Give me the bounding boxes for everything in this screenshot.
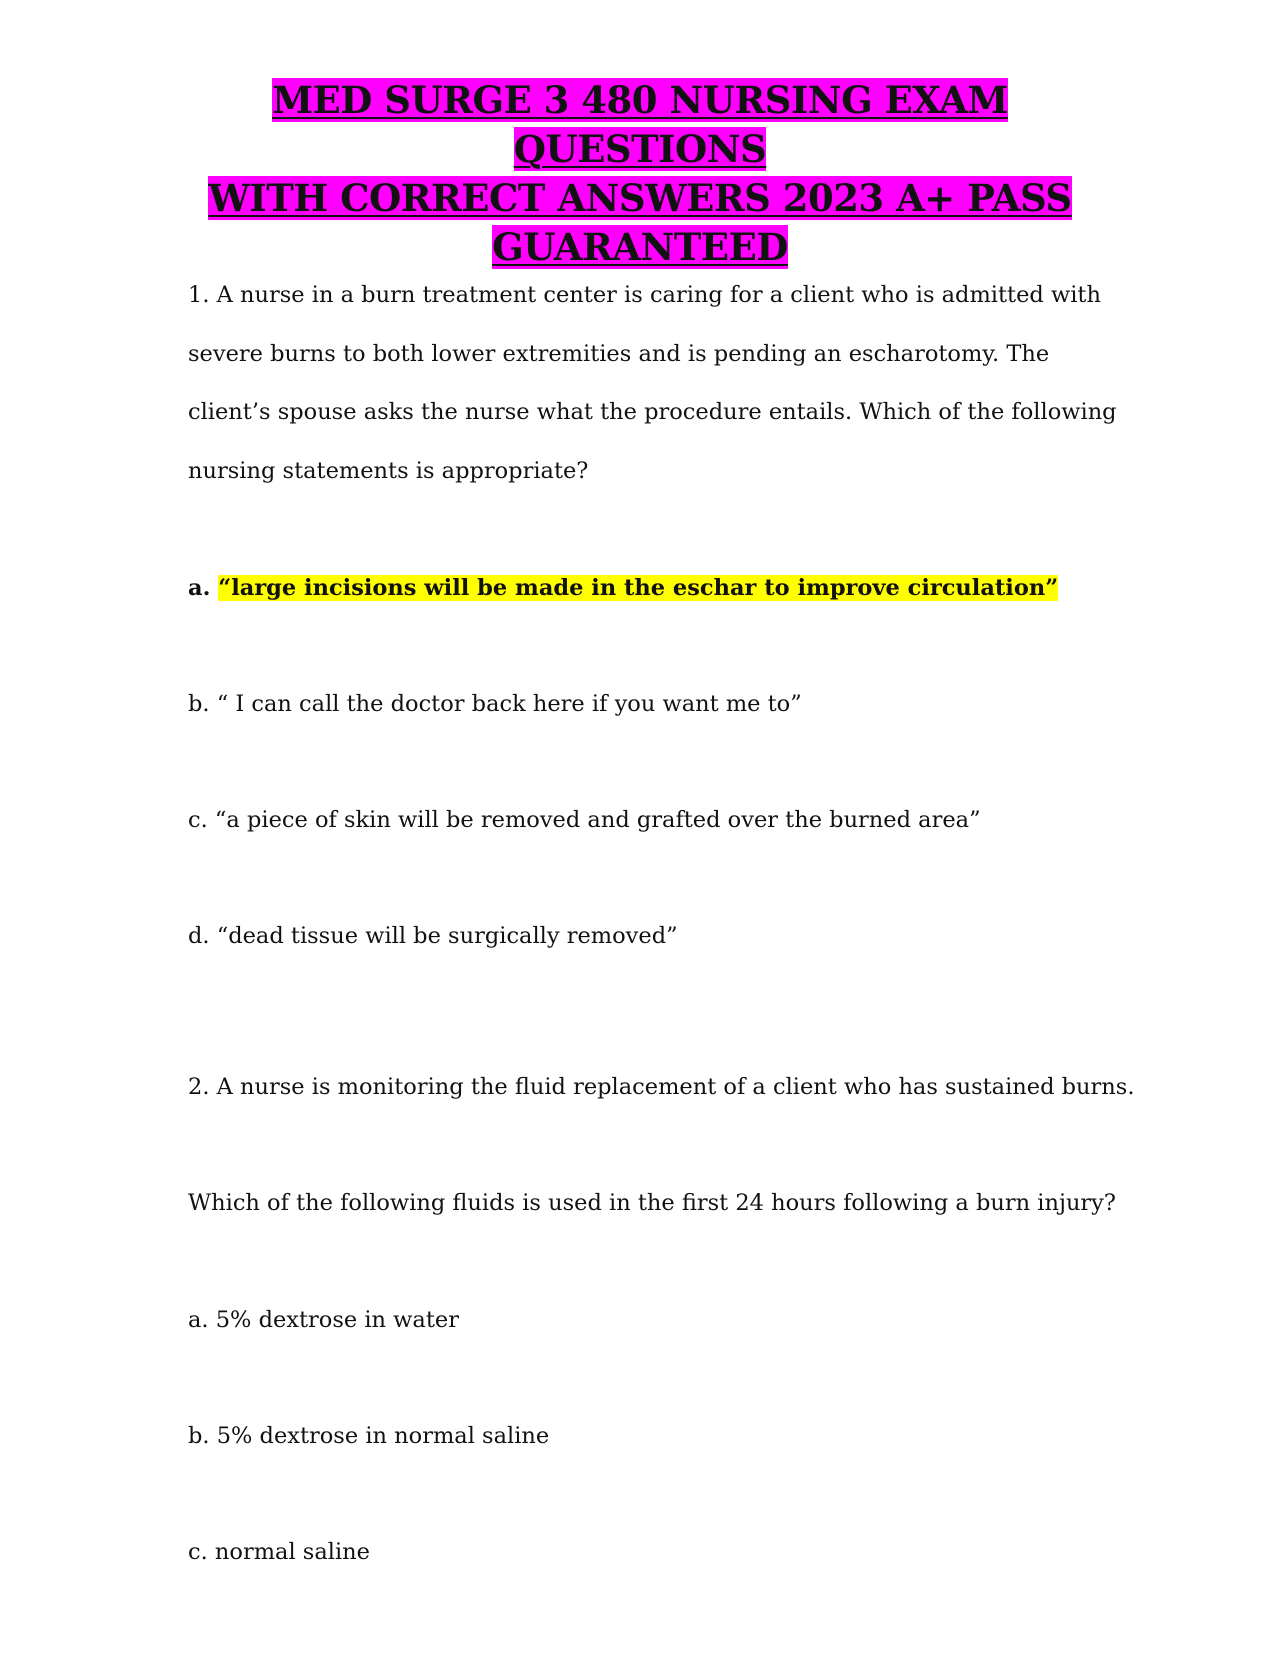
highlighted-correct-answer: “large incisions will be made in the eschar to improve circulation” [218,575,1059,601]
question-1-stem-line-3: client’s spouse asks the nurse what the procedure entails. Which of the following [188,399,1117,425]
question-2-stem-line-1: 2. A nurse is monitoring the fluid replacement of a client who has sustained burns. [188,1074,1135,1100]
title-line-2: WITH CORRECT ANSWERS 2023 A+ PASS [208,176,1072,220]
title-line-1: MED SURGE 3 480 NURSING EXAM QUESTIONS [272,78,1008,171]
question-1-stem-line-4: nursing statements is appropriate? [188,458,589,484]
question-2-option-c: c. normal saline [188,1539,370,1565]
option-prefix: a. [188,575,219,601]
question-1-stem-line-1: 1. A nurse in a burn treatment center is caring for a client who is admitted with [188,282,1101,308]
question-1-option-b: b. “ I can call the doctor back here if you want me to” [188,691,802,717]
title-line-3: GUARANTEED [492,225,788,269]
question-2-option-a: a. 5% dextrose in water [188,1307,459,1333]
question-1-option-a-correct [188,574,1058,602]
question-1-option-d: d. “dead tissue will be surgically removed” [188,923,678,949]
document-title [150,76,1130,272]
question-2-option-b: b. 5% dextrose in normal saline [188,1423,550,1449]
question-1-option-c: c. “a piece of skin will be removed and grafted over the burned area” [188,807,981,833]
question-2-stem-line-2: Which of the following fluids is used in the first 24 hours following a burn injury? [188,1190,1116,1216]
question-1-stem-line-2: severe burns to both lower extremities and is pending an escharotomy. The [188,341,1050,367]
